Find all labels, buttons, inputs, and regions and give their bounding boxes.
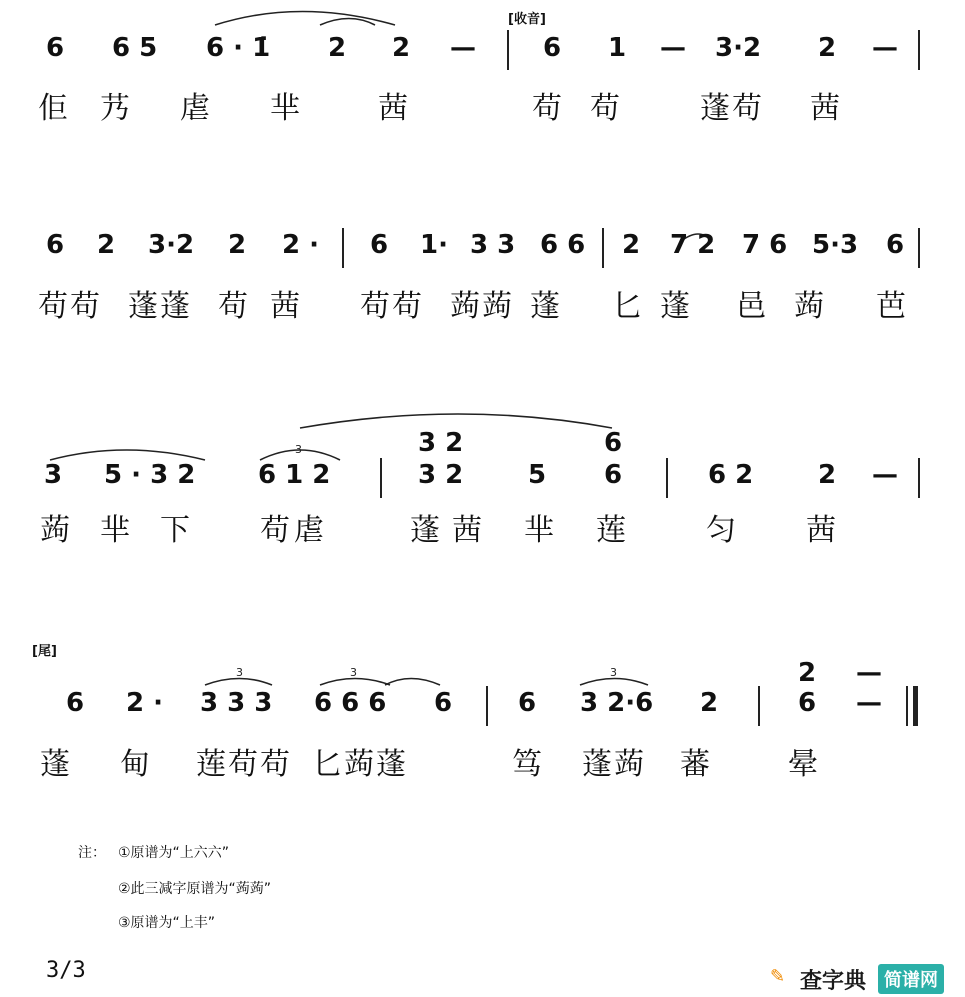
note: — bbox=[856, 688, 882, 718]
note: 6 5 bbox=[112, 33, 158, 63]
jianzi: 芭 bbox=[876, 289, 908, 324]
note: 2 bbox=[622, 230, 641, 260]
barline bbox=[918, 228, 920, 268]
jianzi: 蕃 bbox=[680, 747, 712, 782]
final-barline-thick bbox=[913, 686, 918, 726]
slur-row1-a bbox=[215, 12, 395, 26]
jianzi: 芈 bbox=[524, 513, 556, 548]
jianzi: 虐 bbox=[180, 91, 212, 126]
jianzi: 蓬 bbox=[530, 289, 562, 324]
jianzi: 苟 bbox=[218, 289, 250, 324]
note: 3 2 bbox=[418, 428, 464, 458]
logo-mark-icon: ✎ bbox=[770, 966, 786, 987]
footnote-1: ①原谱为“上六六” bbox=[118, 845, 230, 861]
note: 2 · bbox=[126, 688, 164, 718]
note: 6 bbox=[66, 688, 85, 718]
jianzi: 茜 bbox=[810, 91, 842, 126]
jianzi: 匀 bbox=[706, 513, 738, 548]
note: 6 bbox=[886, 230, 905, 260]
barline bbox=[486, 686, 488, 726]
slur-row3-b bbox=[260, 450, 340, 460]
jianzi: 蓬 bbox=[410, 513, 442, 548]
jianzi: 匕 bbox=[612, 289, 644, 324]
note: 6 bbox=[798, 688, 817, 718]
barline bbox=[666, 458, 668, 498]
barline bbox=[918, 458, 920, 498]
jianzi: 茜 bbox=[452, 513, 484, 548]
jianzi: 虐 bbox=[294, 513, 326, 548]
jianzi: 蓬蒟 bbox=[582, 747, 646, 782]
jianzi: 艿 bbox=[100, 91, 132, 126]
note: 7 2 bbox=[670, 230, 716, 260]
note: 6 6 bbox=[540, 230, 586, 260]
note: 2 bbox=[228, 230, 247, 260]
note: 2 bbox=[392, 33, 411, 63]
jianzi: 茜 bbox=[270, 289, 302, 324]
note: — bbox=[872, 460, 898, 490]
jianzi: 莲苟苟 bbox=[196, 747, 292, 782]
note: 3 3 bbox=[470, 230, 516, 260]
slur-row1-b bbox=[320, 19, 375, 26]
jianzi: 蒟 bbox=[40, 513, 72, 548]
jianzi: 蒟 bbox=[794, 289, 826, 324]
barline bbox=[507, 30, 509, 70]
note: 5·3 bbox=[812, 230, 859, 260]
svg-text:3: 3 bbox=[295, 443, 302, 456]
jianzi: 蒟蒟 bbox=[450, 289, 514, 324]
note: 2 bbox=[818, 33, 837, 63]
shouyin-marker: [收音] bbox=[508, 12, 546, 27]
jianzi: 蓬苟 bbox=[700, 91, 764, 126]
jianzi: 佢 bbox=[38, 91, 70, 126]
jianzi: 茜 bbox=[378, 91, 410, 126]
note: 6 bbox=[604, 428, 623, 458]
note: — bbox=[872, 33, 898, 63]
note: 2 bbox=[700, 688, 719, 718]
note: 6 2 bbox=[708, 460, 754, 490]
note: 2 bbox=[97, 230, 116, 260]
jianzi: 苟苟 bbox=[360, 289, 424, 324]
note: 7 6 bbox=[742, 230, 788, 260]
jianzi: 蓬 bbox=[40, 747, 72, 782]
barline bbox=[342, 228, 344, 268]
slur-row4-b bbox=[320, 679, 390, 686]
jianzi: 蓬蓬 bbox=[128, 289, 192, 324]
note: 5 bbox=[528, 460, 547, 490]
jianzi: 苟 bbox=[532, 91, 564, 126]
note: 2 bbox=[798, 658, 817, 688]
slur-row3-c bbox=[300, 414, 612, 428]
note: 3 2 bbox=[418, 460, 464, 490]
note: 3·2 bbox=[148, 230, 195, 260]
svg-text:3: 3 bbox=[350, 666, 357, 679]
note: 6 bbox=[46, 33, 65, 63]
note: 6 bbox=[370, 230, 389, 260]
jianzi: 下 bbox=[160, 513, 192, 548]
slur-row3-a bbox=[50, 450, 205, 460]
slur-row4-d bbox=[580, 679, 648, 686]
note: 3·2 bbox=[715, 33, 762, 63]
final-barline-thin bbox=[906, 686, 908, 726]
jianzi: 芈 bbox=[100, 513, 132, 548]
svg-text:3: 3 bbox=[236, 666, 243, 679]
note: 6 bbox=[46, 230, 65, 260]
jianzi: 芈 bbox=[270, 91, 302, 126]
wei-marker: [尾] bbox=[32, 644, 57, 659]
note: 6 bbox=[604, 460, 623, 490]
note: 2 bbox=[818, 460, 837, 490]
jianzi: 甸 bbox=[120, 747, 152, 782]
note: 1· bbox=[420, 230, 448, 260]
barline bbox=[758, 686, 760, 726]
jianzi: 邑 bbox=[736, 289, 768, 324]
note: 2 · bbox=[282, 230, 320, 260]
footnote-label: 注： bbox=[78, 845, 106, 861]
slur-row4-a bbox=[205, 679, 272, 686]
jianzi: 晕 bbox=[788, 747, 820, 782]
note: 6 bbox=[518, 688, 537, 718]
note: 3 3 3 bbox=[200, 688, 273, 718]
note: — bbox=[856, 658, 882, 688]
note: 6 bbox=[434, 688, 453, 718]
note: — bbox=[660, 33, 686, 63]
note: — bbox=[450, 33, 476, 63]
note: 6 6 6 bbox=[314, 688, 387, 718]
jianzi: 笃 bbox=[512, 747, 544, 782]
barline bbox=[380, 458, 382, 498]
watermark-sub: 简谱网 bbox=[878, 964, 944, 994]
note: 6 1 2 bbox=[258, 460, 331, 490]
jianzi: 苟 bbox=[260, 513, 292, 548]
barline bbox=[602, 228, 604, 268]
watermark-logo bbox=[770, 960, 960, 994]
watermark-main: 查字典 bbox=[800, 969, 867, 994]
jianzi: 蓬 bbox=[660, 289, 692, 324]
footnote-3: ③原谱为“上丰” bbox=[118, 915, 216, 931]
jianzi: 匕蒟蓬 bbox=[312, 747, 408, 782]
jianzi: 苟 bbox=[590, 91, 622, 126]
note: 2 bbox=[328, 33, 347, 63]
jianzi: 茜 bbox=[806, 513, 838, 548]
jianzi: 苟苟 bbox=[38, 289, 102, 324]
note: 5 · 3 2 bbox=[104, 460, 196, 490]
note: 1 bbox=[608, 33, 627, 63]
note: 3 2·6 bbox=[580, 688, 654, 718]
note: 6 · 1̇ bbox=[206, 33, 271, 63]
jianzi: 莲 bbox=[596, 513, 628, 548]
page-number: 3/3 bbox=[46, 958, 86, 983]
note: 6 bbox=[543, 33, 562, 63]
barline bbox=[918, 30, 920, 70]
svg-text:3: 3 bbox=[610, 666, 617, 679]
slur-row4-c bbox=[385, 679, 440, 686]
footnote-2: ②此三减字原谱为“蒟蒟” bbox=[118, 881, 272, 897]
note: 3 bbox=[44, 460, 63, 490]
